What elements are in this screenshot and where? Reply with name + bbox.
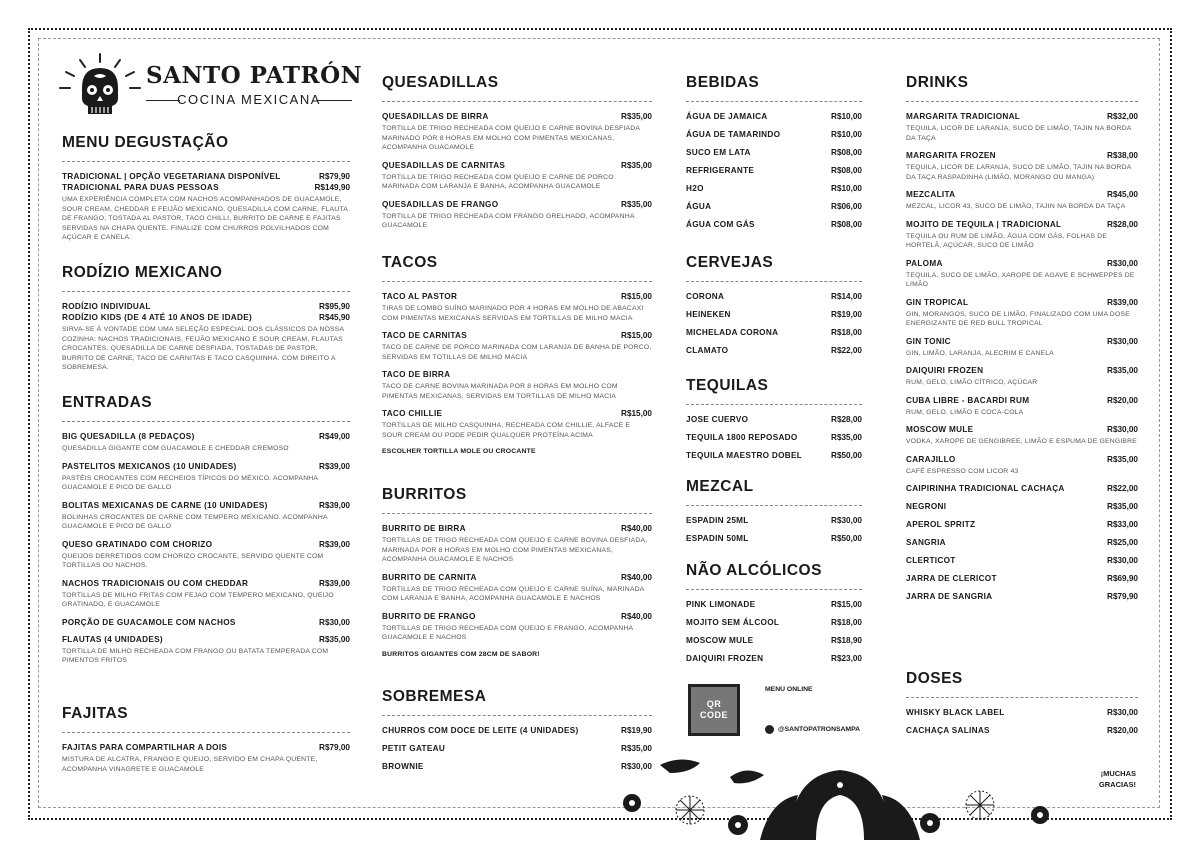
item-name: MARGARITA FROZEN — [906, 151, 996, 160]
section-note: BURRITOS GIGANTES COM 28CM DE SABOR! — [382, 650, 540, 658]
qr-code[interactable] — [688, 684, 740, 736]
item-price: R$50,00 — [831, 534, 862, 543]
item-name: PASTELITOS MEXICANOS (10 UNIDADES) — [62, 461, 237, 471]
item-description: VODKA, XAROPE DE GENGIBREE, LIMÃO E ESPUMA DE GENGIBRE — [906, 438, 1137, 445]
item-name: CORONA — [686, 292, 725, 301]
item-price: R$40,00 — [621, 524, 652, 533]
menu-item — [62, 172, 350, 181]
item-name: TACO DE BIRRA — [382, 370, 451, 379]
item-description: QUEIJOS DERRETIDOS COM CHORIZO CROCANTE, SERVIDO QUENTE COM TORTILLAS OU NACHOS. — [62, 552, 324, 569]
menu-item — [906, 425, 1138, 447]
item-name: MEZCALITA — [906, 190, 956, 199]
item-description: TORTILLA DE TRIGO RECHEADA COM FRANGO GRELHADO, ACOMPANHA GUACAMOLE — [382, 212, 635, 229]
farewell-line2: GRACIAS! — [1098, 780, 1136, 789]
item-name: ÁGUA — [686, 202, 712, 211]
item-name: MOJITO DE TEQUILA | TRADICIONAL — [906, 219, 1062, 229]
item-description: PASTÉIS CROCANTES COM RECHEIOS TÍPICOS DO MÉXICO. ACOMPANHA GUACAMOLE E PICO DE GALLO — [62, 474, 318, 491]
menu-item — [686, 328, 862, 337]
menu-item — [906, 726, 1138, 735]
menu-item — [906, 592, 1138, 601]
item-name: MARGARITA TRADICIONAL — [906, 112, 1021, 121]
item-description: MISTURA DE ALCATRA, FRANGO E QUEIJO, SERVIDO EM CHAPA QUENTE, ACOMPANHA VINAGRETE E GUACAMOLE — [62, 756, 318, 773]
item-price: R$95,90 — [319, 302, 350, 311]
menu-item — [382, 726, 652, 735]
item-name: BURRITO DE CARNITA — [382, 572, 477, 582]
menu-item — [686, 451, 862, 460]
brand-logo — [58, 52, 363, 122]
item-name: BOLITAS MEXICANAS DE CARNE (10 UNIDADES) — [62, 500, 268, 510]
item-price: R$39,00 — [319, 500, 350, 510]
item-name: GIN TONIC — [906, 336, 951, 346]
menu-item — [906, 484, 1138, 493]
item-name: WHISKY BLACK LABEL — [906, 708, 1005, 717]
section-entradas — [62, 394, 350, 674]
item-name: CAIPIRINHA TRADICIONAL CACHAÇA — [906, 484, 1065, 493]
section-heading: BEBIDAS — [686, 74, 862, 102]
item-price: R$35,00 — [831, 433, 862, 442]
item-name: BIG QUESADILLA (8 PEDAÇOS) — [62, 432, 195, 441]
item-name: BURRITO DE FRANGO — [382, 611, 476, 621]
item-name: TACO DE CARNITAS — [382, 331, 468, 340]
item-name: FAJITAS PARA COMPARTILHAR A DOIS — [62, 743, 228, 752]
item-name: H2O — [686, 184, 704, 193]
item-name: NACHOS TRADICIONAIS OU COM CHEDDAR — [62, 578, 249, 588]
item-name: CHURROS COM DOCE DE LEITE (4 UNIDADES) — [382, 726, 579, 735]
item-name: CLAMATO — [686, 346, 729, 355]
section-mezcal — [686, 478, 862, 552]
instagram-icon — [765, 725, 774, 734]
menu-item — [62, 540, 350, 571]
item-price: R$35,00 — [1107, 366, 1138, 375]
item-price: R$30,00 — [1107, 708, 1138, 717]
menu-item — [686, 220, 862, 229]
item-price: R$30,00 — [1107, 556, 1138, 565]
menu-item — [62, 462, 350, 493]
item-price: R$18,90 — [831, 636, 862, 645]
item-description: RUM, GELO, LIMÃO CÍTRICO, AÇÚCAR — [906, 379, 1038, 386]
item-name: ESPADIN 50ML — [686, 534, 749, 543]
menu-item — [382, 161, 652, 192]
menu-item — [686, 292, 862, 301]
item-name: ESPADIN 25ML — [686, 516, 749, 525]
item-price: R$15,00 — [621, 292, 652, 301]
menu-item — [686, 618, 862, 627]
farewell-line1: ¡MUCHAS — [1100, 769, 1136, 778]
menu-item — [906, 337, 1138, 359]
item-price: R$08,00 — [831, 148, 862, 157]
menu-item — [906, 574, 1138, 583]
menu-item — [382, 762, 652, 771]
item-price: R$30,00 — [1107, 336, 1138, 346]
menu-item — [906, 708, 1138, 717]
item-price: R$49,00 — [319, 432, 350, 441]
item-price: R$15,00 — [621, 331, 652, 340]
menu-item — [382, 112, 652, 153]
menu-item — [686, 654, 862, 663]
item-name: PORÇÃO DE GUACAMOLE COM NACHOS — [62, 617, 236, 627]
item-price: R$06,00 — [831, 202, 862, 211]
item-price: R$30,00 — [1107, 425, 1138, 434]
section-nao-alcoolicos — [686, 562, 862, 672]
item-name: TEQUILA 1800 REPOSADO — [686, 433, 798, 442]
item-price: R$08,00 — [831, 220, 862, 229]
section-heading: TACOS — [382, 254, 652, 282]
item-description: SIRVA-SE À VONTADE COM UMA SELEÇÃO ESPECIAL DOS CLÁSSICOS DA NOSSA COZINHA: NACHOS TRADICIONAIS, FEIJÃO MEXICANO E SOUR CREAM, FLAUTAS CROCANTES, QUESADILLA DE CARNE DESFIADA, TOSTADAS DE PASTOR, BURRITO DE CARNE, TACO DE CARNITAS E TACO CASQUINHA. COM DIREITO A SOBREMESA. — [62, 326, 344, 371]
item-price: R$19,00 — [831, 310, 862, 319]
item-price: R$79,00 — [319, 743, 350, 752]
menu-item — [382, 331, 652, 362]
item-price: R$18,00 — [831, 618, 862, 627]
section-doses — [906, 670, 1138, 744]
section-heading: TEQUILAS — [686, 377, 862, 405]
farewell-text — [1090, 768, 1136, 790]
menu-item — [906, 502, 1138, 511]
item-name: NEGRONI — [906, 502, 947, 511]
item-name: GIN TROPICAL — [906, 297, 969, 307]
menu-item — [62, 313, 350, 373]
item-name: DAIQUIRI FROZEN — [686, 654, 764, 663]
item-price: R$20,00 — [1107, 726, 1138, 735]
qr-label-line2: CODE — [699, 710, 728, 720]
item-name: QUESO GRATINADO COM CHORIZO — [62, 539, 213, 549]
section-heading: NÃO ALCÓLICOS — [686, 562, 862, 590]
menu-item — [62, 579, 350, 610]
item-price: R$19,90 — [621, 726, 652, 735]
item-description: TORTILLA DE MILHO RECHEADA COM FRANGO OU BATATA TEMPERADA COM PIMENTOS FRITOS — [62, 647, 329, 664]
section-heading: DRINKS — [906, 74, 1138, 102]
item-price: R$38,00 — [1107, 151, 1138, 160]
menu-item — [382, 744, 652, 753]
item-name: JOSE CUERVO — [686, 415, 749, 424]
item-description: TACO DE CARNE DE PORCO MARINADA COM LARANJA DE BANHA DE PORCO, SERVIDAS EM TOTILLAS DE MILHO MACIA — [382, 344, 652, 361]
menu-item — [62, 618, 350, 627]
section-bebidas — [686, 74, 862, 238]
drinks-list — [906, 112, 1138, 601]
menu-item — [686, 600, 862, 609]
item-price: R$149,90 — [314, 183, 350, 192]
item-name: PINK LIMONADE — [686, 600, 756, 609]
item-description: CAFÉ ESPRESSO COM LICOR 43 — [906, 467, 1019, 475]
menu-item — [382, 200, 652, 231]
item-price: R$35,00 — [1107, 454, 1138, 464]
section-drinks — [906, 74, 1138, 610]
section-cervejas — [686, 254, 862, 364]
item-price: R$39,00 — [319, 578, 350, 588]
menu-item — [686, 202, 862, 211]
item-name: SUCO EM LATA — [686, 148, 751, 157]
item-name: ÁGUA DE TAMARINDO — [686, 130, 781, 139]
instagram-handle-text: @SANTOPATRONSAMPA — [778, 726, 861, 733]
menu-item — [686, 516, 862, 525]
menu-item — [906, 520, 1138, 529]
item-name: JARRA DE CLERICOT — [906, 574, 997, 583]
item-description: TEQUILA, LICOR DE LARANJA, SUCO DE LIMÃO, TAJIN NA BORDA DA TAÇA RASPADINHA (LIMÃO, MORANGO OU MANGA) — [906, 164, 1132, 181]
section-heading: CERVEJAS — [686, 254, 862, 282]
item-description: TEQUILA, SUCO DE LIMÃO, XAROPE DE AGAVE E SCHWEPPES DE LIMÃO — [906, 271, 1135, 288]
item-name: MOSCOW MULE — [906, 425, 974, 434]
section-tacos — [382, 254, 652, 455]
section-burritos — [382, 486, 652, 658]
item-price: R$50,00 — [831, 451, 862, 460]
menu-item — [686, 636, 862, 645]
item-description: MEZCAL, LICOR 43, SUCO DE LIMÃO, TAJIN NA BORDA DA TAÇA — [906, 203, 1126, 210]
item-name: QUESADILLAS DE FRANGO — [382, 199, 499, 209]
menu-item — [686, 310, 862, 319]
item-description: TORTILLAS DE TRIGO RECHEADA COM QUEIJO E CARNE SUÍNA, MARINADA COM LARANJA E BANHA, ACOMPANHA GUACAMOLE E NACHOS — [382, 585, 645, 602]
item-name: BROWNIE — [382, 762, 424, 771]
item-name: MOSCOW MULE — [686, 636, 754, 645]
menu-item — [906, 538, 1138, 547]
item-name: SANGRIA — [906, 538, 946, 547]
section-heading: FAJITAS — [62, 705, 350, 733]
item-price: R$40,00 — [621, 572, 652, 582]
item-name: CACHAÇA SALINAS — [906, 726, 990, 735]
section-heading: BURRITOS — [382, 486, 652, 514]
item-name: CARAJILLO — [906, 454, 956, 464]
instagram-handle[interactable] — [765, 725, 860, 734]
item-price: R$33,00 — [1107, 520, 1138, 529]
item-name: QUESADILLAS DE CARNITAS — [382, 160, 506, 170]
item-price: R$23,00 — [831, 654, 862, 663]
item-price: R$35,00 — [319, 634, 350, 644]
item-price: R$28,00 — [1107, 219, 1138, 229]
section-heading: RODÍZIO MEXICANO — [62, 264, 350, 292]
menu-item — [686, 433, 862, 442]
item-price: R$15,00 — [831, 600, 862, 609]
section-menu-degustacao — [62, 134, 350, 243]
item-name: CLERTICOT — [906, 556, 956, 565]
section-tequilas — [686, 377, 862, 469]
item-description: TIRAS DE LOMBO SUÍNO MARINADO POR 4 HORAS EM MOLHO DE ABACAXI COM PIMENTAS MEXICANAS SERVIDAS EM TORTILLAS DE MILHO MACIA — [382, 305, 644, 322]
item-price: R$20,00 — [1107, 395, 1138, 405]
qr-label-line1: QR — [706, 699, 722, 709]
section-rodizio — [62, 264, 350, 381]
floral-ornament-icon — [620, 755, 1060, 840]
item-price: R$10,00 — [831, 112, 862, 121]
item-price: R$18,00 — [831, 328, 862, 337]
brand-subtitle: COCINA MEXICANA — [146, 92, 352, 107]
item-description: TORTILLAS DE TRIGO RECHEADA COM QUEIJO E FRANGO, ACOMPANHA GUACAMOLE E NACHOS — [382, 624, 633, 641]
item-price: R$45,00 — [1107, 190, 1138, 199]
item-name: PETIT GATEAU — [382, 744, 446, 753]
menu-item — [382, 409, 652, 440]
item-price: R$14,00 — [831, 292, 862, 301]
item-price: R$30,00 — [621, 762, 652, 771]
section-heading: MEZCAL — [686, 478, 862, 506]
item-price: R$39,00 — [319, 539, 350, 549]
item-name: FLAUTAS (4 UNIDADES) — [62, 634, 163, 644]
section-heading: ENTRADAS — [62, 394, 350, 422]
item-price: R$79,90 — [1107, 592, 1138, 601]
menu-item — [62, 432, 350, 454]
menu-item — [906, 366, 1138, 388]
item-name: TACO CHILLIE — [382, 409, 443, 418]
item-price: R$15,00 — [621, 409, 652, 418]
item-price: R$35,00 — [621, 160, 652, 170]
menu-item — [686, 346, 862, 355]
item-price: R$22,00 — [1107, 484, 1138, 493]
menu-item — [382, 292, 652, 323]
menu-item — [686, 184, 862, 193]
menu-item — [62, 501, 350, 532]
item-price: R$35,00 — [1107, 502, 1138, 511]
brand-title: SANTO PATRÓN — [146, 62, 363, 89]
item-name: BURRITO DE BIRRA — [382, 524, 466, 533]
menu-item — [62, 302, 350, 311]
item-description: UMA EXPERIÊNCIA COMPLETA COM NACHOS ACOMPANHADOS DE GUACAMOLE, SOUR CREAM, CHEDDAR E FEIJÃO MEXICANO, QUESADILLA COM CARNE, FLAUTA DE FRANGO, TOSTADA AL PASTOR, TACO CHILLI, BURRITO DE CARNE E FAJITAS SERVIDAS NA CHAPA QUENTE. FINALIZE COM CHURROS POLVILHADOS COM AÇÚCAR E CANELA. — [62, 196, 348, 241]
item-name: TEQUILA MAESTRO DOBEL — [686, 451, 803, 460]
menu-item — [906, 298, 1138, 329]
menu-item — [906, 396, 1138, 418]
menu-item — [686, 112, 862, 121]
item-description: TORTILLAS DE MILHO FRITAS COM FEJAO COM TEMPERO MEXICANO, QUEIJO GRATINADO, E GUACAMOLE — [62, 591, 334, 608]
menu-item — [686, 130, 862, 139]
item-description: TEQUILA OU RUM DE LIMÃO, ÁGUA COM GÁS, FOLHAS DE HORTELÃ, AÇÚCAR, SUCO DE LIMÃO — [906, 232, 1108, 249]
section-quesadillas — [382, 74, 652, 239]
item-name: TRADICIONAL PARA DUAS PESSOAS — [62, 183, 219, 192]
item-price: R$79,90 — [319, 172, 350, 181]
skull-icon — [58, 52, 142, 122]
item-name: MICHELADA CORONA — [686, 328, 779, 337]
menu-item — [906, 112, 1138, 143]
item-description: BOLINHAS CROCANTES DE CARNE COM TEMPERO MEXICANO. ACOMPANHA GUACAMOLE E PICO DE GALLO — [62, 513, 328, 530]
item-name: JARRA DE SANGRIA — [906, 592, 993, 601]
item-description: TACO DE CARNE BOVINA MARINADA POR 8 HORAS EM MOLHO COM PIMENTAS MEXICANAS, SERVIDAS EM TORTILLAS DE MILHO MACIA — [382, 383, 618, 400]
item-price: R$45,90 — [319, 313, 350, 322]
menu-item — [686, 148, 862, 157]
item-description: RUM, GELO, LIMÃO E COCA-COLA — [906, 408, 1024, 416]
menu-item — [686, 534, 862, 543]
item-description: TORTILLA DE TRIGO RECHEADA COM QUEIJO E CARNE DE PORCO MARINADA COM LARANJA E BANHA, ACOMPANHA GUACAMOLE — [382, 173, 614, 190]
item-description: TORTILLAS DE MILHO CASQUINHA, RECHEADA COM CHILLIE, ALFACE E SOUR CREAM OU PODE PEDIR QUALQUER PROTEÍNA ACIMA — [382, 422, 631, 439]
item-price: R$30,00 — [831, 516, 862, 525]
menu-item — [906, 151, 1138, 182]
section-heading: SOBREMESA — [382, 688, 652, 716]
item-description: TORTILLAS DE TRIGO RECHEADA COM QUEIJO E CARNE BOVINA DESFIADA, MARINADA POR 8 HORAS EM MOLHO COM PIMENTAS MEXICANAS, ACOMPANHA GUACAMOLE E NACHOS — [382, 537, 648, 563]
section-note: ESCOLHER TORTILLA MOLE OU CROCANTE — [382, 448, 536, 455]
item-name: DAIQUIRI FROZEN — [906, 366, 984, 375]
item-name: PALOMA — [906, 258, 943, 268]
menu-item — [906, 556, 1138, 565]
item-description: TORTILLA DE TRIGO RECHEADA COM QUEIJO E CARNE BOVINA DESFIADA MARINADO POR 8 HORAS EM MOLHO COM PIMENTAS MEXICANAS, ACOMPANHA GUACAMOLE — [382, 125, 640, 151]
item-price: R$69,90 — [1107, 574, 1138, 583]
menu-item — [62, 635, 350, 666]
item-name: ÁGUA COM GÁS — [686, 220, 755, 229]
item-price: R$35,00 — [621, 199, 652, 209]
item-name: TRADICIONAL | OPÇÃO VEGETARIANA DISPONÍVEL — [62, 172, 281, 181]
item-name: CUBA LIBRE - BACARDI RUM — [906, 395, 1030, 405]
section-heading: DOSES — [906, 670, 1138, 698]
menu-item — [906, 455, 1138, 477]
item-price: R$25,00 — [1107, 538, 1138, 547]
item-price: R$30,00 — [319, 617, 350, 627]
menu-item — [686, 166, 862, 175]
item-name: MOJITO SEM ÁLCOOL — [686, 618, 780, 627]
section-sobremesa — [382, 688, 652, 780]
item-name: RODÍZIO KIDS (DE 4 ATÉ 10 ANOS DE IDADE) — [62, 313, 253, 322]
item-price: R$22,00 — [831, 346, 862, 355]
menu-item — [686, 415, 862, 424]
menu-item — [382, 370, 652, 401]
item-price: R$08,00 — [831, 166, 862, 175]
item-price: R$32,00 — [1107, 112, 1138, 121]
item-price: R$10,00 — [831, 184, 862, 193]
item-price: R$30,00 — [1107, 258, 1138, 268]
section-heading: QUESADILLAS — [382, 74, 652, 102]
item-name: APEROL SPRITZ — [906, 520, 976, 529]
section-fajitas — [62, 705, 350, 782]
menu-item — [382, 573, 652, 604]
item-name: QUESADILLAS DE BIRRA — [382, 112, 489, 121]
menu-item — [906, 190, 1138, 212]
item-name: RODÍZIO INDIVIDUAL — [62, 302, 151, 311]
item-name: HEINEKEN — [686, 310, 731, 319]
item-price: R$28,00 — [831, 415, 862, 424]
menu-item — [382, 612, 652, 643]
item-price: R$39,00 — [319, 461, 350, 471]
menu-item — [62, 743, 350, 774]
item-name: REFRIGERANTE — [686, 166, 755, 175]
item-price: R$35,00 — [621, 112, 652, 121]
item-price: R$10,00 — [831, 130, 862, 139]
item-price: R$35,00 — [621, 744, 652, 753]
item-price: R$39,00 — [1107, 297, 1138, 307]
menu-item — [382, 524, 652, 565]
item-price: R$40,00 — [621, 611, 652, 621]
item-name: TACO AL PASTOR — [382, 292, 458, 301]
item-description: TEQUILA, LICOR DE LARANJA, SUCO DE LIMÃO, TAJIN NA BORDA DA TAÇA — [906, 125, 1132, 142]
menu-item — [62, 183, 350, 243]
item-description: GIN, LIMÃO, LARANJA, ALECRIM E CANELA — [906, 349, 1054, 357]
section-heading: MENU DEGUSTAÇÃO — [62, 134, 350, 162]
item-description: GIN, MORANGOS, SUCO DE LIMÃO, FINALIZADO COM UMA DOSE ENERGIZANTE DE RED BULL TROPICAL — [906, 310, 1130, 327]
menu-online-label: MENU ONLINE — [765, 686, 813, 693]
menu-item — [906, 220, 1138, 251]
item-name: ÁGUA DE JAMAICA — [686, 112, 768, 121]
item-description: QUESADILLA GIGANTE COM GUACAMOLE E CHEDDAR CREMOSO — [62, 445, 289, 452]
menu-item — [906, 259, 1138, 290]
